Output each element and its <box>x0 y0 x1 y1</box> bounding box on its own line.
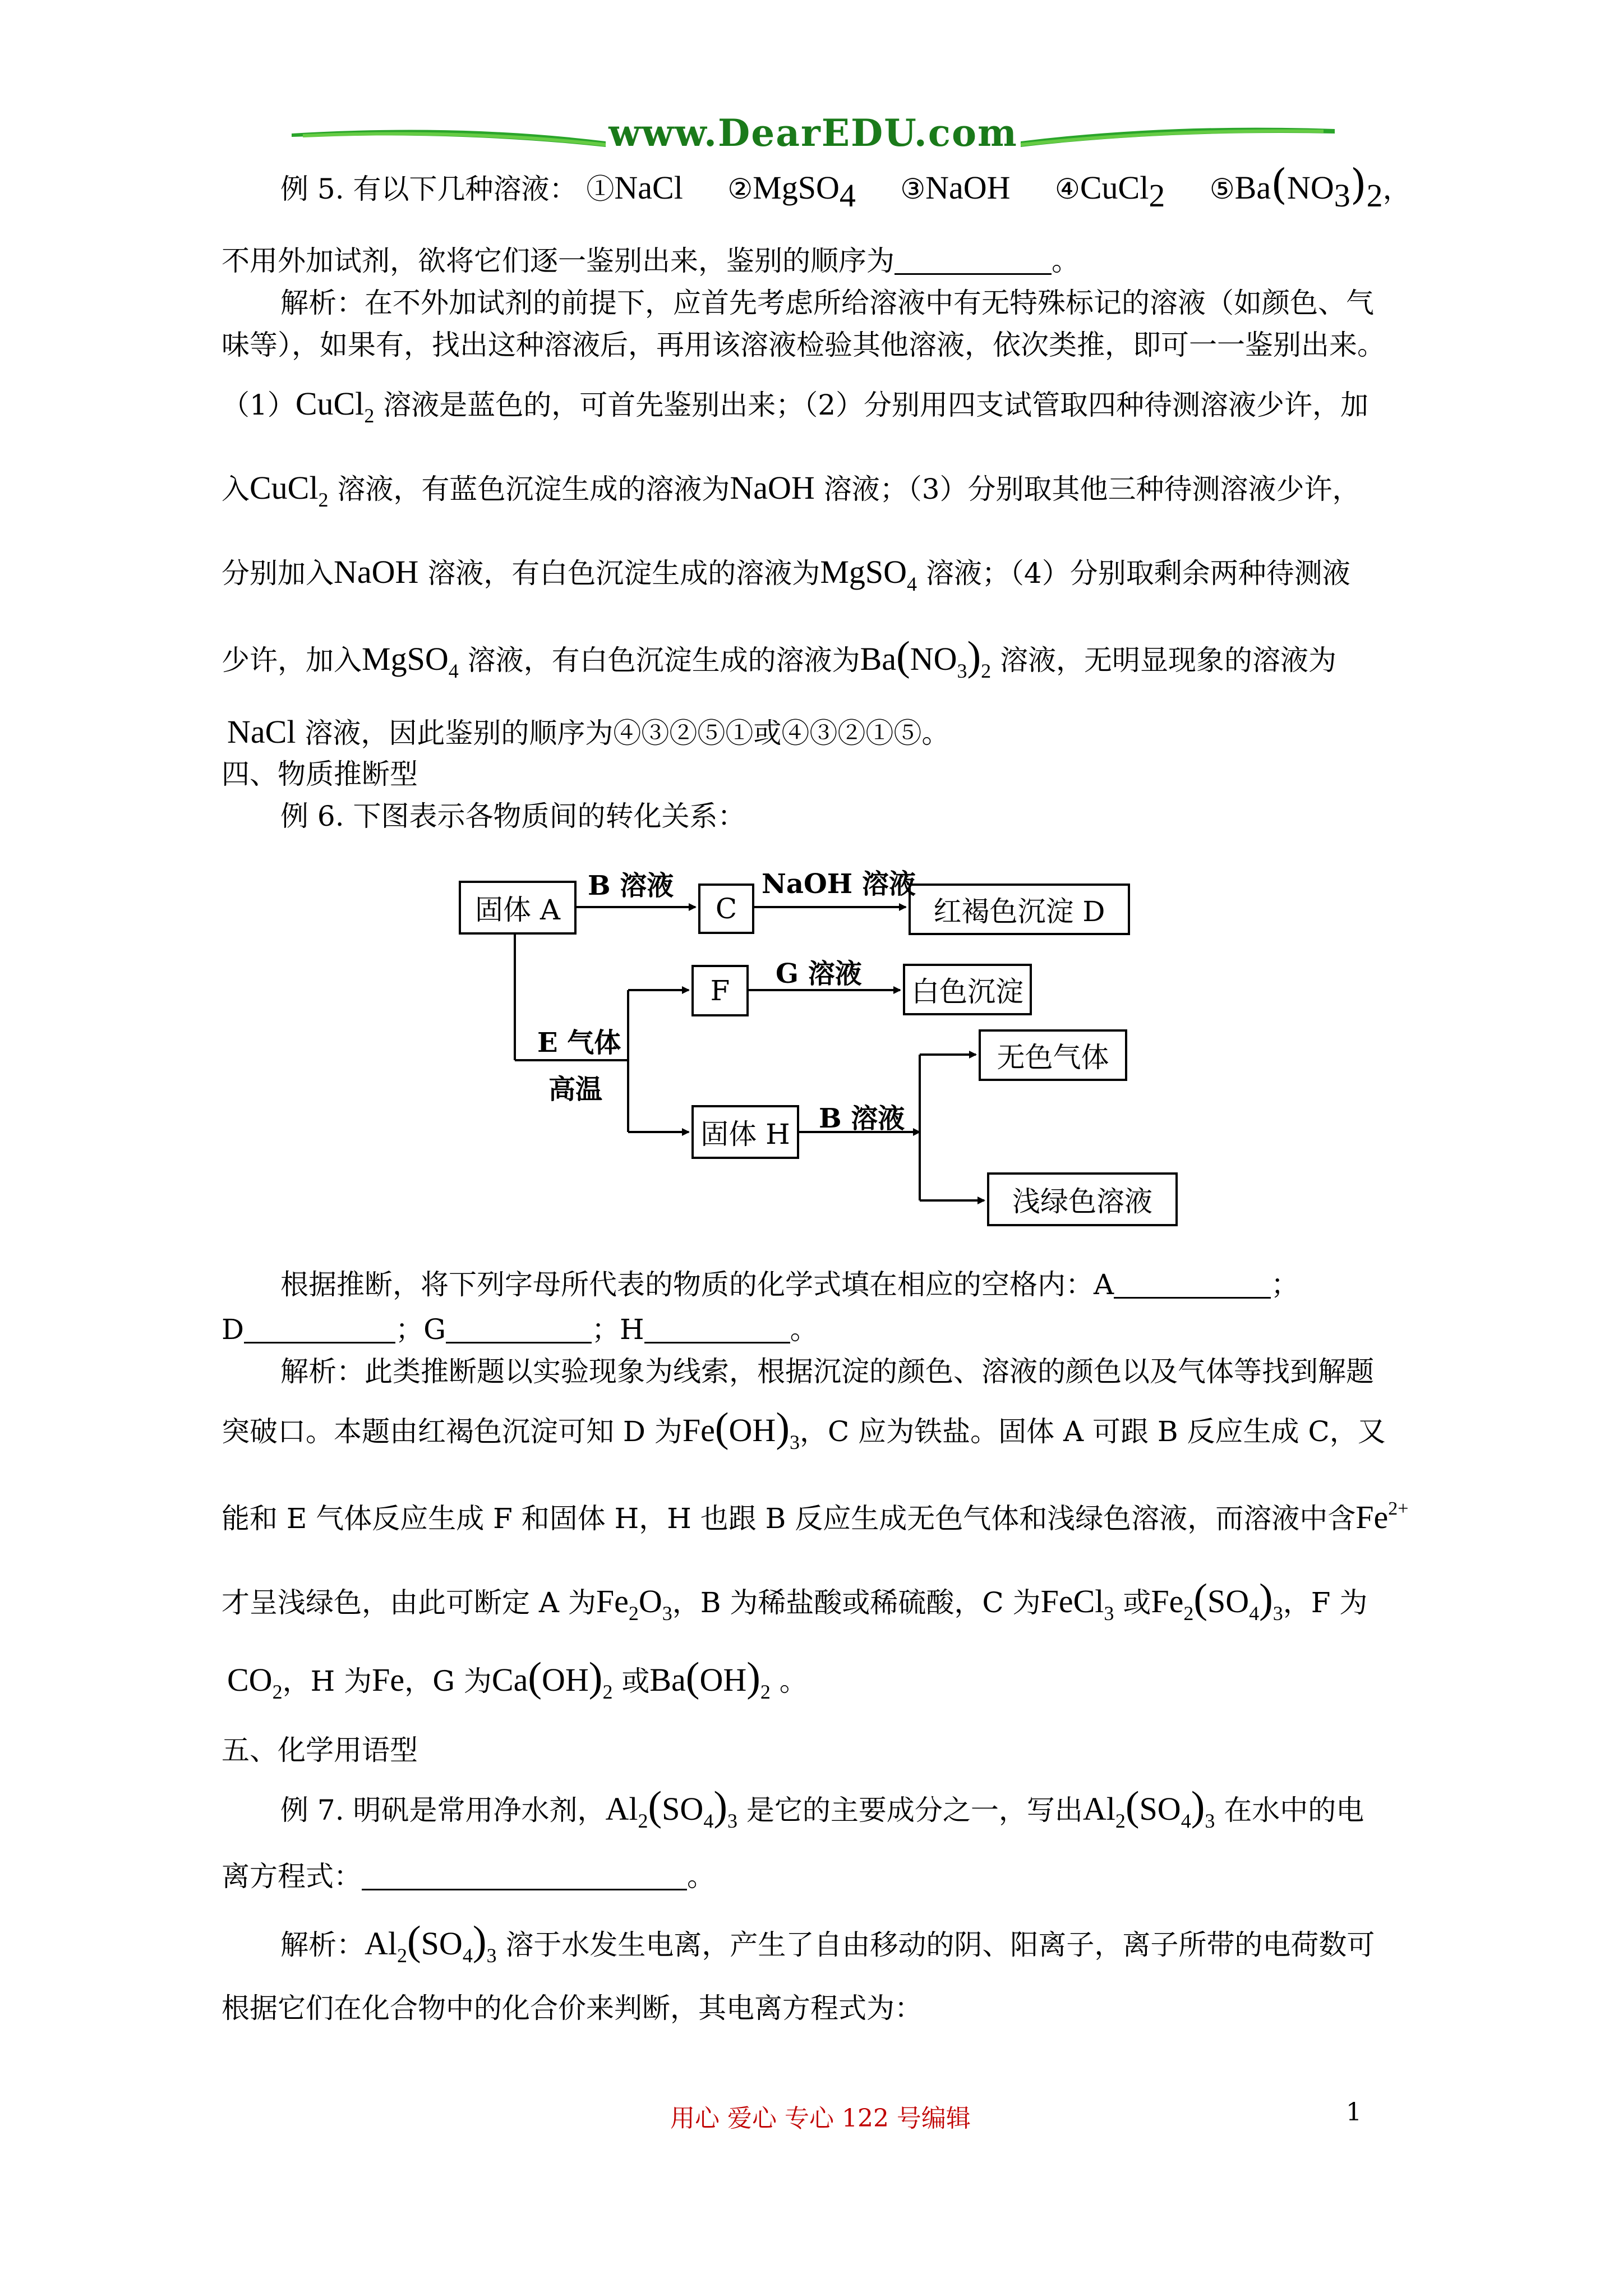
blank-a[interactable] <box>1114 1271 1271 1299</box>
blank-g[interactable] <box>446 1316 592 1343</box>
label-b-solution-1: B 溶液 <box>588 870 674 901</box>
item-2: ②MgSO$_4$ <box>727 169 856 214</box>
label-g-solution: G 溶液 <box>776 958 862 990</box>
box-f: F <box>691 965 749 1016</box>
ana5-l3: （1）CuCl$_2$ 溶液是蓝色的，可首先鉴别出来；（2）分别用四支试管取四种待测溶液少许，加 <box>222 385 1369 427</box>
ex7-l1: 例 7. 明矾是常用净水剂，$Al_2(SO_4)_3$ 是它的主要成分之一，写出$Al_2(SO_4)_3$ 在水中的电 <box>280 1783 1364 1832</box>
ana6-l1: 解析：此类推断题以实验现象为线索，根据沉淀的颜色、溶液的颜色以及气体等找到解题 <box>280 1355 1374 1388</box>
ana5-l6: 少许，加入MgSO$_4$ 溶液，有白色沉淀生成的溶液为$Ba(NO_3)_2$ 溶液，无明显现象的溶液为 <box>222 633 1337 682</box>
ex6-title: 例 6. 下图表示各物质间的转化关系： <box>280 800 746 832</box>
box-green-solution: 浅绿色溶液 <box>987 1172 1178 1226</box>
box-solid-a: 固体 A <box>459 881 577 935</box>
ana6-l5: $CO_2$，H 为Fe，G 为$Ca(OH)_2$ 或$Ba(OH)_2$ 。 <box>227 1654 808 1703</box>
ana6-l2: 突破口。本题由红褐色沉淀可知 D 为$Fe(OH)_3$，C 应为铁盐。固体 A 可跟 B 反应生成 C，又 <box>222 1405 1386 1453</box>
ex7-l2: 离方程式： 。 <box>222 1860 715 1893</box>
ana5-l1: 解析：在不外加试剂的前提下，应首先考虑所给溶液中有无特殊标记的溶液（如颜色、气 <box>280 287 1374 319</box>
item-5: $⑤Ba(NO_3)_2$， <box>1209 160 1411 214</box>
item-4: ④CuCl$_2$ <box>1055 169 1165 214</box>
item-3: ③NaOH <box>900 169 1011 206</box>
section4-title: 四、物质推断型 <box>222 758 418 790</box>
box-white-precipitate: 白色沉淀 <box>903 964 1032 1015</box>
footer-text: 用心 爱心 专心 122 号编辑 <box>670 2104 971 2133</box>
label-e-gas: E 气体 <box>537 1027 621 1059</box>
ana5-l5: 分别加入NaOH 溶液，有白色沉淀生成的溶液为MgSO$_4$ 溶液；（4）分别取剩余两种待测液 <box>222 554 1350 595</box>
blank-equation[interactable] <box>362 1863 687 1890</box>
section5-title: 五、化学用语型 <box>222 1734 418 1766</box>
box-colorless-gas: 无色气体 <box>979 1029 1127 1081</box>
ana6-l4: 才呈浅绿色，由此可断定 A 为$Fe_2O_3$，B 为稀盐酸或稀硫酸，C 为FeCl$_3$ 或$Fe_2(SO_4)_3$，F 为 <box>222 1576 1368 1625</box>
ana5-l7: NaCl 溶液，因此鉴别的顺序为④③②⑤①或④③②①⑤。 <box>227 714 950 750</box>
q6-l2: D ；G ；H 。 <box>222 1313 818 1346</box>
label-b-solution-2: B 溶液 <box>819 1103 905 1134</box>
ana5-l4: 入CuCl$_2$ 溶液，有蓝色沉淀生成的溶液为NaOH 溶液；（3）分别取其他三种待测溶液少许， <box>222 470 1361 511</box>
ana7-l1: 解析：$Al_2(SO_4)_3$ 溶于水发生电离，产生了自由移动的阴、阳离子，离子所带的电荷数可 <box>280 1918 1375 1967</box>
ana5-l2: 味等），如果有，找出这种溶液后，再用该溶液检验其他溶液，依次类推，即可一一鉴别出来。 <box>222 329 1385 361</box>
ex5-prefix: 例 5. 有以下几种溶液： <box>280 173 578 205</box>
site-title[interactable]: www.DearEDU.com <box>608 111 1018 155</box>
blank-d[interactable] <box>244 1316 395 1343</box>
box-solid-h: 固体 H <box>691 1105 799 1159</box>
site-header <box>292 107 1335 168</box>
item-1: ①NaCl <box>586 169 683 206</box>
answer-blank[interactable] <box>895 247 1052 275</box>
blank-h[interactable] <box>644 1316 790 1343</box>
ex5-line2: 不用外加试剂，欲将它们逐一鉴别出来，鉴别的顺序为 。 <box>222 245 1080 277</box>
ex5-line1 <box>280 160 1411 214</box>
label-naoh-solution: NaOH 溶液 <box>762 868 916 900</box>
ana6-l3: 能和 E 气体反应生成 F 和固体 H，H 也跟 B 反应生成无色气体和浅绿色溶液，而溶液中含$Fe^{2+}$ <box>222 1498 1409 1535</box>
box-d: 红褐色沉淀 D <box>909 884 1130 935</box>
ana7-l2: 根据它们在化合物中的化合价来判断，其电离方程式为： <box>222 1992 923 2024</box>
label-high-temp: 高温 <box>548 1074 603 1105</box>
box-c: C <box>698 884 754 934</box>
page-number: 1 <box>1346 2098 1362 2127</box>
q6-l1: 根据推断，将下列字母所代表的物质的化学式填在相应的空格内：A ； <box>280 1268 1299 1301</box>
